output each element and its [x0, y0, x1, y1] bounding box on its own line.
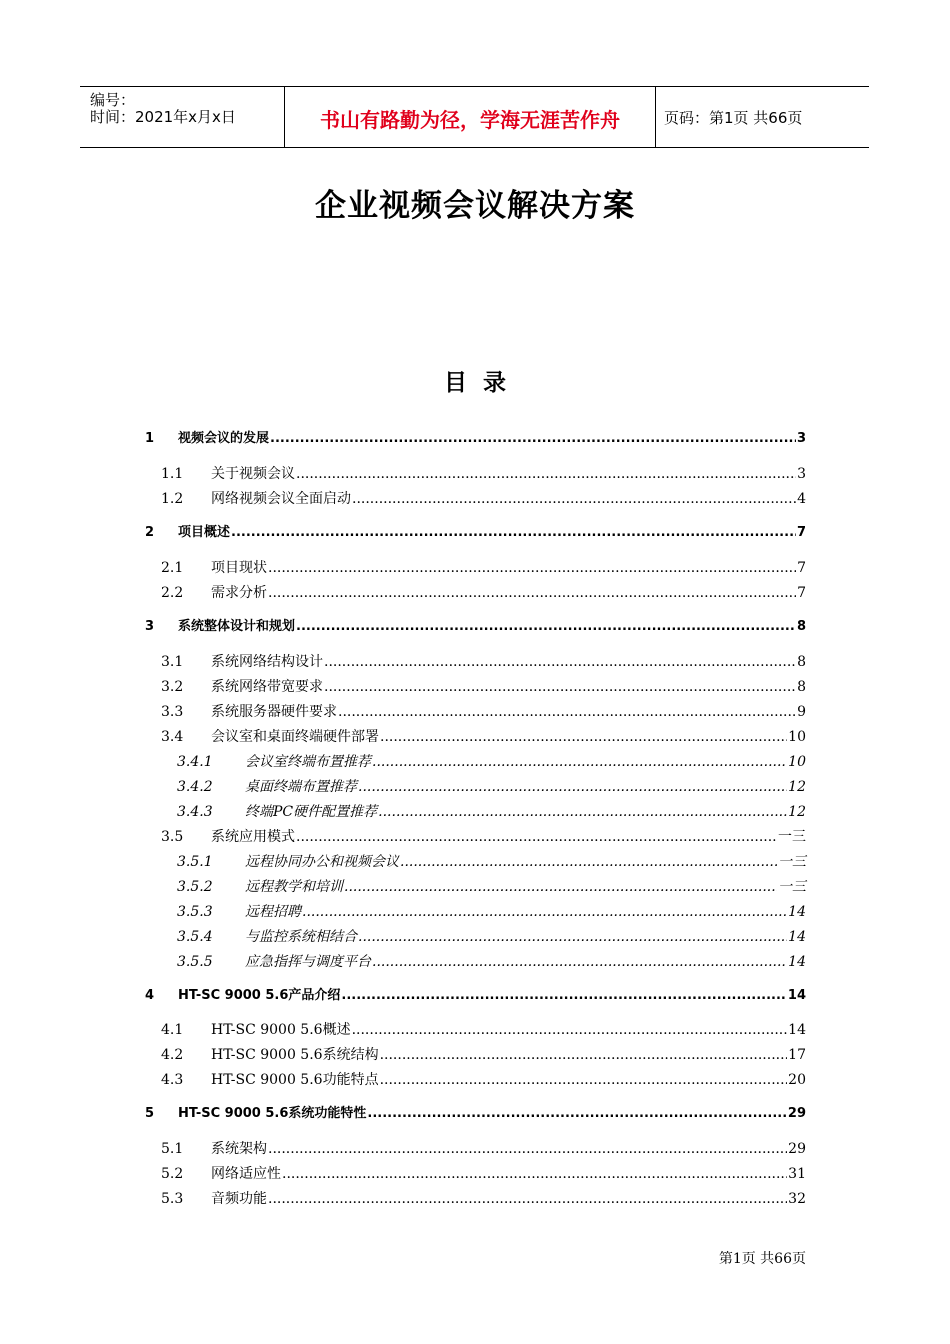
toc-entry-line [211, 677, 806, 697]
toc-leader-dots [296, 617, 796, 637]
toc-leader-dots [352, 1020, 788, 1040]
toc-entry-number: 3.1 [161, 654, 184, 670]
toc-entry-number: 5.3 [161, 1191, 184, 1207]
toc-entry-title: 桌面终端布置推荐 [245, 779, 357, 795]
toc-entry-title: 系统网络带宽要求 [211, 679, 323, 695]
toc-entry[interactable] [0, 952, 950, 972]
toc-entry-page: 4 [797, 491, 806, 507]
toc-entry-page: 29 [787, 1106, 806, 1121]
toc-leader-dots [341, 986, 787, 1006]
toc-entry-page: 14 [788, 904, 806, 920]
toc-entry-title: 视频会议的发展 [178, 431, 270, 446]
toc-entry-page: 31 [788, 1166, 806, 1182]
toc-entry-title: 项目现状 [211, 560, 267, 576]
toc-entry-page: 8 [797, 654, 806, 670]
toc-entry-number: 3.5.5 [177, 954, 213, 970]
toc-entry-number: 3.5.3 [177, 904, 213, 920]
toc-entry-number: 3.5.4 [177, 929, 213, 945]
toc-leader-dots [282, 1164, 787, 1184]
toc-leader-dots [231, 523, 796, 543]
toc-entry-line [245, 802, 806, 822]
toc-entry-title: HT-SC 9000 5.6功能特点 [211, 1072, 379, 1088]
toc-entry-number: 1 [145, 431, 155, 446]
toc-entry-line [245, 927, 806, 947]
toc-entry-title: 网络适应性 [211, 1166, 281, 1182]
toc-entry-page: 7 [796, 525, 806, 540]
toc-entry-number: 3.5.1 [177, 854, 213, 870]
toc-entry[interactable] [0, 1104, 950, 1124]
toc-leader-dots [302, 902, 787, 922]
toc-entry[interactable] [0, 677, 950, 697]
toc-entry[interactable] [0, 558, 950, 578]
toc-leader-dots [372, 952, 787, 972]
toc-entry-title: 关于视频会议 [211, 466, 295, 482]
toc-entry-line [211, 827, 806, 847]
toc-entry-line [211, 652, 806, 672]
toc-entry[interactable] [0, 702, 950, 722]
toc-entry-page: 7 [797, 560, 806, 576]
toc-leader-dots [380, 1070, 788, 1090]
toc-leader-dots [380, 1045, 788, 1065]
toc-entry-number: 5.1 [161, 1141, 184, 1157]
toc-entry-title: 应急指挥与调度平台 [245, 954, 371, 970]
toc-entry[interactable] [0, 464, 950, 484]
toc-entry-title: 远程招聘 [245, 904, 301, 920]
toc-entry-title: HT-SC 9000 5.6系统功能特性 [178, 1106, 367, 1121]
toc-entry-line [211, 1139, 806, 1159]
toc-entry-title: 系统服务器硬件要求 [211, 704, 337, 720]
toc-entry-line [211, 1070, 806, 1090]
toc-entry-line [178, 1104, 806, 1124]
toc-entry[interactable] [0, 617, 950, 637]
toc-entry-title: 系统架构 [211, 1141, 267, 1157]
toc-leader-dots [367, 1104, 787, 1124]
toc-leader-dots [358, 777, 787, 797]
toc-entry-number: 3.4.3 [177, 804, 213, 820]
toc-entry-number: 3.4 [161, 729, 184, 745]
toc-leader-dots [400, 852, 777, 872]
toc-entry-line [245, 902, 806, 922]
toc-entry-line [211, 1189, 806, 1209]
toc-entry[interactable] [0, 1020, 950, 1040]
toc-entry-page: 8 [797, 679, 806, 695]
toc-leader-dots [270, 429, 796, 449]
toc-entry-number: 2 [145, 525, 155, 540]
toc-entry-title: HT-SC 9000 5.6概述 [211, 1022, 351, 1038]
toc-entry[interactable] [0, 877, 950, 897]
header-page-cell [655, 87, 869, 147]
toc-entry-line [211, 702, 806, 722]
toc-entry-line [245, 777, 806, 797]
toc-entry[interactable] [0, 727, 950, 747]
toc-entry-number: 4.3 [161, 1072, 184, 1088]
toc-entry-page: 9 [797, 704, 806, 720]
toc-entry-number: 2.2 [161, 585, 184, 601]
motto-text: 书山有路勤为径，学海无涯苦作舟 [320, 108, 620, 132]
toc-entry-title: 终端PC硬件配置推荐 [245, 804, 378, 820]
toc-entry-number: 4.2 [161, 1047, 184, 1063]
toc-entry-title: 系统整体设计和规划 [178, 619, 296, 634]
toc-entry[interactable] [0, 1164, 950, 1184]
toc-entry-page: 一三 [778, 854, 806, 870]
toc-leader-dots [296, 464, 796, 484]
toc-heading: 目 录 [443, 370, 506, 396]
toc-entry-title: 系统网络结构设计 [211, 654, 323, 670]
date-label: 时间：2021年x月x日 [90, 108, 236, 126]
toc-entry-page: 29 [788, 1141, 806, 1157]
toc-entry-number: 1.2 [161, 491, 184, 507]
toc-entry-number: 3.4.2 [177, 779, 213, 795]
toc-entry[interactable] [0, 523, 950, 543]
toc-entry-title: 远程教学和培训 [245, 879, 343, 895]
toc-entry-page: 7 [797, 585, 806, 601]
toc-entry-title: HT-SC 9000 5.6系统结构 [211, 1047, 379, 1063]
toc-entry-line [211, 1020, 806, 1040]
toc-entry-title: 与监控系统相结合 [245, 929, 357, 945]
toc-leader-dots [380, 727, 787, 747]
toc-leader-dots [344, 877, 777, 897]
toc-entry[interactable] [0, 1139, 950, 1159]
toc-leader-dots [268, 1139, 787, 1159]
toc-entry-number: 3.5.2 [177, 879, 213, 895]
toc-entry-number: 4 [145, 988, 155, 1003]
toc-entry[interactable] [0, 429, 950, 449]
toc-entry-page: 12 [788, 779, 806, 795]
toc-entry-number: 5.2 [161, 1166, 184, 1182]
toc-entry-page: 一三 [778, 879, 806, 895]
toc-entry-line [245, 877, 806, 897]
toc-entry[interactable] [0, 1189, 950, 1209]
serial-number-label: 编号： [90, 91, 136, 109]
toc-entry-title: 需求分析 [211, 585, 267, 601]
toc-entry[interactable] [0, 927, 950, 947]
toc-leader-dots [378, 802, 787, 822]
toc-entry-line [245, 752, 806, 772]
toc-entry[interactable] [0, 1045, 950, 1065]
toc-entry[interactable] [0, 827, 950, 847]
toc-entry-title: 远程协同办公和视频会议 [245, 854, 399, 870]
header-motto-cell [284, 87, 656, 147]
toc-entry-line [211, 464, 806, 484]
toc-entry-line [211, 727, 806, 747]
toc-entry-page: 20 [788, 1072, 806, 1088]
toc-entry-line [178, 986, 806, 1006]
toc-entry-page: 32 [788, 1191, 806, 1207]
toc-leader-dots [296, 827, 777, 847]
toc-entry-page: 14 [788, 954, 806, 970]
toc-entry-line [211, 489, 806, 509]
toc-entry-page: 10 [788, 754, 806, 770]
toc-leader-dots [324, 677, 796, 697]
toc-entry-line [245, 852, 806, 872]
toc-entry[interactable] [0, 802, 950, 822]
document-title: 企业视频会议解决方案 [315, 188, 635, 224]
toc-entry[interactable] [0, 652, 950, 672]
toc-entry-number: 4.1 [161, 1022, 184, 1038]
toc-entry[interactable] [0, 1070, 950, 1090]
toc-entry-title: 会议室和桌面终端硬件部署 [211, 729, 379, 745]
page-footer: 第1页 共66页 [718, 1251, 806, 1267]
toc-entry-page: 10 [788, 729, 806, 745]
toc-entry-line [178, 523, 806, 543]
toc-leader-dots [268, 583, 796, 603]
toc-entry-title: 系统应用模式 [211, 829, 295, 845]
toc-entry-page: 8 [796, 619, 806, 634]
toc-entry-page: 14 [788, 1022, 806, 1038]
toc-entry-title: 网络视频会议全面启动 [211, 491, 351, 507]
toc-leader-dots [372, 752, 787, 772]
toc-entry-line [178, 617, 806, 637]
toc-entry[interactable] [0, 777, 950, 797]
toc-entry-title: 项目概述 [178, 525, 231, 540]
toc-entry-number: 3.3 [161, 704, 184, 720]
toc-leader-dots [338, 702, 796, 722]
toc-entry-title: HT-SC 9000 5.6产品介绍 [178, 988, 341, 1003]
toc-leader-dots [268, 558, 796, 578]
toc-entry-page: 17 [788, 1047, 806, 1063]
toc-entry-number: 5 [145, 1106, 155, 1121]
toc-entry-title: 音频功能 [211, 1191, 267, 1207]
toc-entry-page: 14 [787, 988, 806, 1003]
toc-entry-title: 会议室终端布置推荐 [245, 754, 371, 770]
toc-entry-page: 一三 [778, 829, 806, 845]
toc-entry-number: 2.1 [161, 560, 184, 576]
toc-entry-line [178, 429, 806, 449]
toc-entry-number: 3.2 [161, 679, 184, 695]
toc-entry-line [245, 952, 806, 972]
toc-entry-page: 14 [788, 929, 806, 945]
toc-entry-number: 3.4.1 [177, 754, 213, 770]
toc-entry[interactable] [0, 583, 950, 603]
toc-entry-line [211, 558, 806, 578]
toc-entry[interactable] [0, 902, 950, 922]
toc-entry-page: 12 [788, 804, 806, 820]
header-page-number: 页码：第1页 共66页 [664, 109, 803, 127]
toc-entry[interactable] [0, 986, 950, 1006]
toc-entry[interactable] [0, 852, 950, 872]
toc-entry-line [211, 1164, 806, 1184]
toc-entry-page: 3 [797, 466, 806, 482]
toc-leader-dots [358, 927, 787, 947]
toc-leader-dots [324, 652, 796, 672]
toc-leader-dots [268, 1189, 787, 1209]
toc-leader-dots [352, 489, 796, 509]
toc-entry[interactable] [0, 752, 950, 772]
document-header [80, 86, 869, 148]
toc-entry[interactable] [0, 489, 950, 509]
toc-entry-line [211, 583, 806, 603]
toc-entry-number: 3.5 [161, 829, 184, 845]
toc-entry-page: 3 [796, 431, 806, 446]
toc-entry-number: 1.1 [161, 466, 184, 482]
header-meta-cell [80, 87, 284, 147]
toc-entry-number: 3 [145, 619, 155, 634]
toc-entry-line [211, 1045, 806, 1065]
